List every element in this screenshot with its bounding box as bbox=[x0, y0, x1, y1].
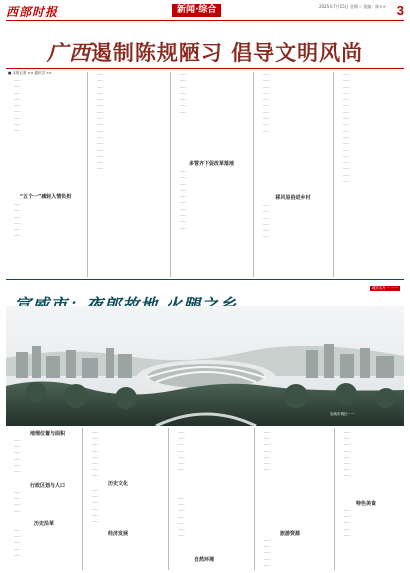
paragraph: …… bbox=[178, 496, 185, 500]
paragraph: …… bbox=[14, 109, 21, 114]
paragraph: …… bbox=[97, 109, 104, 114]
section-tag: 新闻·综合 bbox=[172, 4, 221, 17]
paragraph: …… bbox=[344, 520, 351, 525]
paragraph: …… bbox=[178, 461, 185, 466]
paragraph: …… bbox=[92, 512, 99, 517]
paragraph: …… bbox=[14, 233, 21, 238]
food-text bbox=[338, 508, 404, 568]
column-divider bbox=[253, 72, 254, 277]
paragraph: …… bbox=[263, 221, 270, 226]
upper-column-1b bbox=[8, 202, 83, 276]
paragraph: …… bbox=[14, 214, 21, 219]
paragraph: …… bbox=[343, 103, 350, 108]
paragraph: …… bbox=[343, 84, 350, 89]
geography-text bbox=[8, 438, 78, 480]
paragraph: …… bbox=[97, 97, 104, 102]
paragraph: …… bbox=[343, 122, 350, 127]
dateline: 2025年7月15日 星期二 责编：陈×× bbox=[318, 4, 386, 9]
section-rule bbox=[6, 279, 404, 280]
paragraph: …… bbox=[263, 109, 270, 114]
paragraph: …… bbox=[92, 494, 99, 499]
paragraph: …… bbox=[14, 450, 21, 455]
paragraph: …… bbox=[263, 234, 270, 239]
paragraph: …… bbox=[97, 166, 104, 171]
paragraph: …… bbox=[263, 84, 270, 89]
paragraph: …… bbox=[263, 228, 270, 233]
paragraph: …… bbox=[343, 166, 350, 171]
paragraph: …… bbox=[344, 448, 351, 453]
lower-column-e bbox=[338, 430, 404, 498]
paragraph: …… bbox=[14, 502, 21, 507]
paragraph: …… bbox=[344, 508, 351, 512]
paragraph: …… bbox=[344, 454, 351, 459]
paragraph: …… bbox=[180, 78, 187, 83]
paragraph: …… bbox=[14, 208, 21, 213]
paragraph: …… bbox=[344, 430, 351, 434]
upper-subhead-3: 移风易俗进乡村 bbox=[275, 195, 311, 201]
upper-column-3 bbox=[174, 72, 249, 157]
paragraph: …… bbox=[92, 473, 99, 478]
paragraph: …… bbox=[14, 546, 21, 551]
paragraph: …… bbox=[14, 462, 21, 467]
paragraph: …… bbox=[180, 169, 187, 173]
main-headline bbox=[6, 37, 404, 67]
paragraph: …… bbox=[180, 90, 187, 95]
headline-rest: 遏制陈规陋习 倡导文明风尚 bbox=[90, 40, 364, 65]
lower-column-d bbox=[258, 430, 330, 494]
city-skyline-photo bbox=[6, 306, 404, 426]
upper-column-3b bbox=[174, 169, 249, 277]
column-divider bbox=[87, 72, 88, 277]
paragraph: …… bbox=[178, 508, 185, 513]
paragraph: …… bbox=[263, 97, 270, 102]
paragraph: …… bbox=[180, 175, 187, 180]
paragraph: …… bbox=[343, 97, 350, 102]
paragraph: …… bbox=[180, 72, 187, 76]
paragraph: …… bbox=[14, 96, 21, 101]
paragraph: …… bbox=[97, 84, 104, 89]
paragraph: …… bbox=[97, 78, 104, 83]
paragraph: …… bbox=[178, 448, 185, 453]
paragraph: …… bbox=[180, 219, 187, 224]
paragraph: …… bbox=[92, 436, 99, 441]
paragraph: …… bbox=[97, 160, 104, 165]
paragraph: …… bbox=[264, 544, 271, 549]
paragraph: …… bbox=[180, 213, 187, 218]
paragraph: …… bbox=[264, 454, 271, 459]
headline-lead: 广西 bbox=[46, 40, 91, 65]
paragraph: …… bbox=[14, 78, 21, 82]
admin-text bbox=[8, 490, 78, 522]
lower-column-c bbox=[172, 430, 250, 494]
paragraph: …… bbox=[264, 430, 271, 434]
paragraph: …… bbox=[97, 153, 104, 158]
paragraph: …… bbox=[92, 430, 99, 434]
subhead-culture: 历史文化 bbox=[108, 481, 129, 487]
paragraph: …… bbox=[180, 181, 187, 186]
paragraph: …… bbox=[97, 116, 104, 121]
column-divider bbox=[168, 428, 169, 570]
lower-column-b bbox=[86, 430, 164, 478]
city-card-label: 城市名片 ··· ······ bbox=[371, 286, 398, 290]
paragraph: …… bbox=[178, 442, 185, 447]
paragraph: …… bbox=[14, 496, 21, 501]
history-text bbox=[8, 528, 78, 570]
paragraph: …… bbox=[178, 514, 185, 519]
paragraph: …… bbox=[180, 84, 187, 89]
paragraph: …… bbox=[264, 448, 271, 453]
paragraph: …… bbox=[14, 528, 21, 532]
paragraph: …… bbox=[263, 103, 270, 108]
paragraph: …… bbox=[92, 448, 99, 453]
paragraph: …… bbox=[14, 508, 21, 513]
paragraph: …… bbox=[180, 225, 187, 230]
subhead-admin: 行政区划与人口 bbox=[30, 483, 66, 489]
paragraph: …… bbox=[14, 122, 21, 127]
paragraph: …… bbox=[178, 533, 185, 538]
paragraph: …… bbox=[180, 200, 187, 205]
paragraph: …… bbox=[92, 442, 99, 447]
newspaper-logo: 西部时报 bbox=[6, 5, 59, 19]
paragraph: …… bbox=[343, 78, 350, 83]
paragraph: …… bbox=[92, 488, 99, 492]
paragraph: …… bbox=[343, 116, 350, 121]
paragraph: …… bbox=[178, 527, 185, 532]
article-byline: ■ 本报记者 ×× 通讯员 ×× bbox=[8, 71, 52, 75]
paragraph: …… bbox=[264, 436, 271, 441]
paragraph: …… bbox=[97, 103, 104, 108]
paragraph: …… bbox=[14, 115, 21, 120]
paragraph: …… bbox=[14, 490, 21, 494]
paragraph: …… bbox=[14, 552, 21, 557]
paragraph: …… bbox=[264, 442, 271, 447]
column-divider bbox=[334, 428, 335, 570]
upper-column-1 bbox=[8, 78, 83, 190]
paragraph: …… bbox=[343, 179, 350, 184]
paragraph: …… bbox=[343, 147, 350, 152]
paragraph: …… bbox=[14, 456, 21, 461]
paragraph: …… bbox=[343, 109, 350, 114]
subhead-economy: 经济发展 bbox=[108, 531, 129, 537]
subhead-food: 特色美食 bbox=[356, 501, 377, 507]
paragraph: …… bbox=[343, 72, 350, 76]
paragraph: …… bbox=[14, 469, 21, 474]
paragraph: …… bbox=[178, 520, 185, 525]
paragraph: …… bbox=[14, 534, 21, 539]
paragraph: …… bbox=[97, 134, 104, 139]
paragraph: …… bbox=[263, 78, 270, 83]
paragraph: …… bbox=[178, 436, 185, 441]
upper-subhead-2: 多管齐下促改革落地 bbox=[188, 161, 234, 167]
paragraph: …… bbox=[264, 550, 271, 555]
lower-column-c2 bbox=[172, 496, 250, 552]
paragraph: …… bbox=[263, 209, 270, 214]
paragraph: …… bbox=[97, 72, 104, 76]
subhead-geography: 地理位置与面积 bbox=[30, 431, 66, 437]
column-divider bbox=[82, 428, 83, 570]
culture-text bbox=[86, 488, 164, 526]
upper-subhead-1: “五个一”减轻人情负担 bbox=[19, 194, 72, 200]
paragraph: …… bbox=[344, 461, 351, 466]
paragraph: …… bbox=[343, 128, 350, 133]
paragraph: …… bbox=[14, 540, 21, 545]
paragraph: …… bbox=[264, 467, 271, 472]
page-number: 3 bbox=[396, 3, 404, 18]
upper-column-4b bbox=[257, 203, 329, 277]
paragraph: …… bbox=[14, 202, 21, 206]
paragraph: …… bbox=[343, 141, 350, 146]
subhead-nature: 自然环境 bbox=[194, 557, 215, 563]
column-divider bbox=[333, 72, 334, 277]
paragraph: …… bbox=[14, 84, 21, 89]
paragraph: …… bbox=[14, 90, 21, 95]
photo-caption: 宣威市城区······· bbox=[330, 412, 356, 416]
paragraph: …… bbox=[180, 187, 187, 192]
paragraph: …… bbox=[178, 467, 185, 472]
paragraph: …… bbox=[344, 467, 351, 472]
paragraph: …… bbox=[263, 122, 270, 127]
paragraph: …… bbox=[97, 147, 104, 152]
upper-column-4 bbox=[257, 72, 329, 192]
paragraph: …… bbox=[97, 128, 104, 133]
subhead-tourism: 旅游资源 bbox=[280, 531, 301, 537]
paragraph: …… bbox=[343, 153, 350, 158]
paragraph: …… bbox=[264, 538, 271, 542]
paragraph: …… bbox=[97, 141, 104, 146]
paragraph: …… bbox=[92, 461, 99, 466]
paragraph: …… bbox=[97, 90, 104, 95]
paragraph: …… bbox=[263, 90, 270, 95]
paragraph: …… bbox=[263, 215, 270, 220]
paragraph: …… bbox=[264, 556, 271, 561]
paragraph: …… bbox=[264, 562, 271, 567]
paragraph: …… bbox=[92, 467, 99, 472]
paragraph: …… bbox=[263, 72, 270, 76]
column-divider bbox=[170, 72, 171, 277]
paragraph: …… bbox=[180, 97, 187, 102]
paragraph: …… bbox=[344, 436, 351, 441]
paragraph: …… bbox=[343, 160, 350, 165]
paragraph: …… bbox=[14, 444, 21, 449]
masthead bbox=[6, 3, 404, 21]
paragraph: …… bbox=[263, 203, 270, 207]
paragraph: …… bbox=[178, 502, 185, 507]
paragraph: …… bbox=[344, 473, 351, 478]
upper-column-2 bbox=[91, 72, 166, 277]
paragraph: …… bbox=[14, 103, 21, 108]
tourism-text bbox=[258, 538, 330, 570]
paragraph: …… bbox=[344, 532, 351, 537]
paragraph: …… bbox=[92, 454, 99, 459]
paragraph: …… bbox=[14, 227, 21, 232]
paragraph: …… bbox=[263, 128, 270, 133]
paragraph: …… bbox=[97, 122, 104, 127]
paragraph: …… bbox=[178, 454, 185, 459]
paragraph: …… bbox=[14, 438, 21, 442]
paragraph: …… bbox=[343, 90, 350, 95]
subhead-history: 历史沿革 bbox=[34, 521, 55, 527]
paragraph: …… bbox=[264, 461, 271, 466]
column-divider bbox=[254, 428, 255, 570]
paragraph: …… bbox=[178, 430, 185, 434]
paragraph: …… bbox=[92, 519, 99, 524]
paragraph: …… bbox=[92, 500, 99, 505]
paragraph: …… bbox=[180, 206, 187, 211]
paragraph: …… bbox=[14, 220, 21, 225]
paragraph: …… bbox=[343, 134, 350, 139]
paragraph: …… bbox=[180, 109, 187, 114]
paragraph: …… bbox=[344, 514, 351, 519]
headline-rule bbox=[6, 68, 404, 69]
paragraph: …… bbox=[180, 194, 187, 199]
paragraph: …… bbox=[344, 442, 351, 447]
paragraph: …… bbox=[344, 526, 351, 531]
paragraph: …… bbox=[92, 506, 99, 511]
upper-column-5 bbox=[337, 72, 403, 277]
paragraph: …… bbox=[343, 172, 350, 177]
paragraph: …… bbox=[263, 116, 270, 121]
paragraph: …… bbox=[14, 128, 21, 133]
paragraph: …… bbox=[180, 103, 187, 108]
